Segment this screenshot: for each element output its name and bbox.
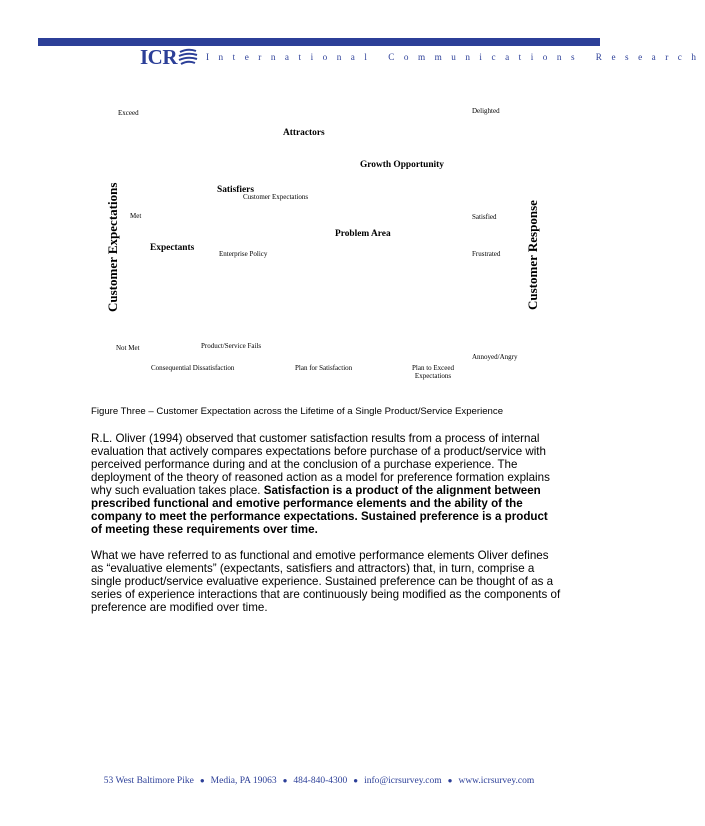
bullet-icon: ● bbox=[447, 776, 453, 785]
footer-city: Media, PA 19063 bbox=[210, 776, 277, 786]
paragraph-evaluative-elements: What we have referred to as functional and emotive performance elements Oliver defines as “evaluative elements” (expectants, satisfiers and attractors) that, in turn, comprise a single product/service evaluative experience. Sustained preference can be thought of as a series of experience interactions that are continuously being modified as the components of preference are modified over time. bbox=[91, 549, 561, 614]
footer-address: 53 West Baltimore Pike bbox=[103, 776, 194, 786]
axis-customer-expectations: Customer Expectations bbox=[105, 182, 120, 312]
label-plan-for-satisfaction: Plan for Satisfaction bbox=[295, 364, 353, 372]
header-bar bbox=[38, 38, 600, 46]
plan-exceed-line2: Expectations bbox=[414, 371, 452, 380]
paragraph-oliver-bold: Satisfaction is a product of the alignment between prescribed functional and emotive performance elements and the ability of the company to meet the performance expectations. Sustained preference is a product of meeting these requirements over time. bbox=[91, 484, 548, 536]
bullet-icon: ● bbox=[282, 776, 288, 785]
plan-exceed-line1: Plan to Exceed bbox=[412, 364, 454, 372]
label-customer-expectations: Customer Expectations bbox=[243, 193, 309, 201]
label-exceed: Exceed bbox=[118, 109, 139, 117]
axis-customer-response: Customer Response bbox=[525, 200, 540, 310]
label-not-met: Not Met bbox=[116, 344, 140, 352]
footer-phone: 484-840-4300 bbox=[293, 776, 348, 786]
label-plan-to-exceed bbox=[410, 365, 456, 380]
label-consequential-dissatisfaction: Consequential Dissatisfaction bbox=[151, 364, 235, 372]
label-satisfied: Satisfied bbox=[472, 213, 497, 221]
bullet-icon: ● bbox=[353, 776, 359, 785]
heading-expectants: Expectants bbox=[150, 243, 195, 253]
bullet-icon: ● bbox=[199, 776, 205, 785]
figure-caption: Figure Three – Customer Expectation across the Lifetime of a Single Product/Service Experience bbox=[91, 406, 504, 417]
label-delighted: Delighted bbox=[472, 107, 500, 115]
heading-attractors: Attractors bbox=[283, 128, 325, 138]
paragraph-oliver bbox=[91, 432, 561, 536]
logo-text: ICR bbox=[140, 44, 178, 69]
label-annoyed-angry: Annoyed/Angry bbox=[472, 353, 518, 361]
label-met: Met bbox=[130, 212, 142, 220]
icr-logo bbox=[140, 46, 198, 68]
footer-contact bbox=[0, 776, 638, 786]
footer-email[interactable]: info@icrsurvey.com bbox=[364, 776, 442, 786]
label-enterprise-policy: Enterprise Policy bbox=[219, 250, 268, 258]
label-product-service-fails: Product/Service Fails bbox=[201, 342, 262, 350]
footer-website[interactable]: www.icrsurvey.com bbox=[458, 776, 535, 786]
heading-growth-opportunity: Growth Opportunity bbox=[360, 160, 444, 170]
paragraph-oliver-text: R.L. Oliver (1994) observed that customer satisfaction results from a process of internal evaluation that actively compares expectations before purchase of a product/service with perceived performance during and at the conclusion of a purchase experience. The deployment of the theory of reasoned action as a model for preference formation explains why such evaluation takes place. bbox=[91, 432, 550, 497]
tagline: International Communications Research bbox=[206, 52, 705, 62]
heading-satisfiers: Satisfiers bbox=[217, 185, 254, 195]
logo-swoosh-icon bbox=[178, 48, 198, 66]
heading-problem-area: Problem Area bbox=[335, 229, 391, 239]
label-frustrated: Frustrated bbox=[472, 250, 501, 258]
